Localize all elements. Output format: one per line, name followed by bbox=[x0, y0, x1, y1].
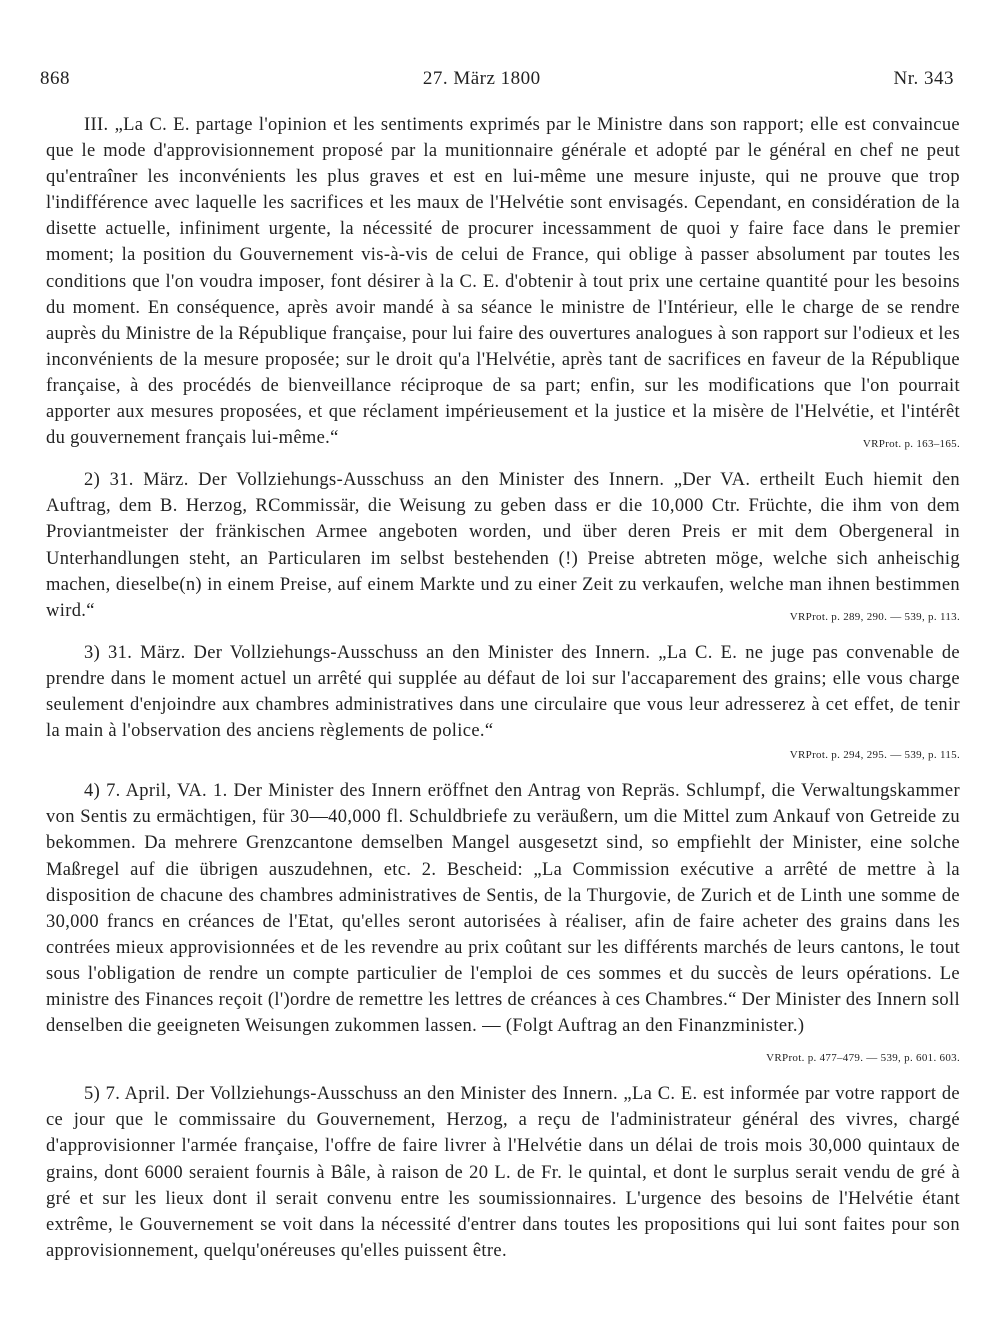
document-number: Nr. 343 bbox=[893, 68, 954, 89]
protocol-reference: VRProt. p. 477–479. — 539, p. 601. 603. bbox=[766, 1052, 960, 1065]
body-text bbox=[46, 112, 960, 1264]
paragraph-3-item bbox=[46, 640, 960, 768]
protocol-reference: VRProt. p. 163–165. bbox=[862, 438, 960, 451]
paragraph-2 bbox=[46, 467, 960, 630]
paragraph-3 bbox=[46, 112, 960, 457]
paragraph-5 bbox=[46, 1081, 960, 1264]
protocol-reference: VRProt. p. 294, 295. — 539, p. 115. bbox=[789, 749, 960, 762]
header-date: 27. März 1800 bbox=[422, 68, 541, 89]
paragraph-text: 4) 7. April, VA. 1. Der Minister des Innern eröffnet den Antrag von Repräs. Schlumpf, die Verwaltungskammer von Sentis zu ermächtigen, für 30—40,000 fl. Schuldbriefe zu veräußern, um die Mittel zum Ankauf von Getreide zu bekommen. Da mehrere Grenzcantone demselben Mangel ausgesetzt sind, so empfiehlt der Minister, eine solche Maßregel auf die übrigen auszudehnen, etc. 2. Bescheid: „La Commission exécutive a arrêté de mettre à la disposition de chacune des chambres administratives de Sentis, de la Thurgovie, de Zurich et de Linth une somme de 30,000 francs en créances de l'Etat, qu'elles seront autorisées à réaliser, afin de faire acheter des grains dans les contrées mieux approvisionnées et de les revendre au prix coûtant sur les différents marchés de leurs cantons, le tout sous l'obligation de rendre un compte particulier de l'emploi de ces sommes et du succès de leurs opérations. Le ministre des Finances reçoit (l')ordre de remettre les lettres de créances à ces Chambres.“ Der Minister des Innern soll denselben die geeigneten Weisungen zukommen lassen. — (Folgt Auftrag an den Finanzminister.) bbox=[46, 781, 960, 1037]
page-number: 868 bbox=[40, 68, 70, 89]
paragraph-text: III. „La C. E. partage l'opinion et les sentiments exprimés par le Ministre dans son rapport; elle est convaincue que le mode d'approvisionnement proposé par la munitionnaire générale et adopté par le général en chef ne peut qu'entraîner les inconvénients les plus graves et est en lui-même une mesure injuste, qui ne prouve que trop l'indifférence avec laquelle les sacrifices et les maux de l'Helvétie sont envisagés. Cependant, en considération de la disette actuelle, infiniment urgente, la nécessité de procurer incessamment de quoi y faire face dans le premier moment; la position du Gouvernement vis-à-vis de celui de France, qui oblige à passer absolument par toutes les conditions que l'on voudra imposer, font désirer à la C. E. d'obtenir à tout prix une certaine quantité pour les besoins du moment. En conséquence, après avoir mandé à sa séance le ministre de l'Intérieur, elle le charge de se rendre auprès du Ministre de la République française, pour lui faire des ouvertures analogues à son rapport sur l'odieux et les inconvénients de la mesure proposée; sur le droit qu'a l'Helvétie, après tant de sacrifices en faveur de la République française, à des procédés de bienveillance réciproque de sa part; enfin, sur les modifications que l'on pourrait apporter aux mesures proposées, et que réclament impérieusement et la justice et la misère de l'Helvétie, et l'intérêt du gouvernement français lui-même.“ bbox=[46, 115, 960, 449]
protocol-reference: VRProt. p. 289, 290. — 539, p. 113. bbox=[789, 610, 960, 623]
paragraph-text: 5) 7. April. Der Vollziehungs-Ausschuss an den Minister des Innern. „La C. E. est informée par votre rapport de ce jour que le commissaire du Gouvernement, Herzog, a reçu de l'administrateur général des vivres, chargé d'approvisionner l'armée française, l'offre de faire livrer à l'Helvétie dans un délai de trois mois 30,000 quintaux de grains, dont 6000 seraient fournis à Bâle, à raison de 20 L. de Fr. le quintal, et dont le surplus serait vendu de gré à gré et sur les lieux dont il serait convenu entre les soumissionnaires. L'urgence des besoins de l'Helvétie étant extrême, le Gouvernement se voit dans la nécessité d'entrer dans toutes les propositions qui lui sont faites pour son approvisionnement, quelqu'onéreuses qu'elles puissent être. bbox=[46, 1084, 960, 1261]
page-header bbox=[40, 68, 954, 90]
paragraph-text: 3) 31. März. Der Vollziehungs-Ausschuss an den Minister des Innern. „La C. E. ne juge pas convenable de prendre dans le moment actuel un arrêté qui supplée au défaut de loi sur l'accaparement des grains; elle vous charge seulement d'enjoindre aux chambres administratives dans une circulaire que vous leur adresserez à cet effet, de tenir la main à l'observation des anciens règlements de police.“ bbox=[46, 642, 960, 742]
paragraph-text: 2) 31. März. Der Vollziehungs-Ausschuss an den Minister des Innern. „Der VA. ertheilt Euch hiemit den Auftrag, dem B. Herzog, RCommissär, die Weisung zu geben dass er die 10,000 Ctr. Früchte, die ihm von dem Proviantmeister der fränkischen Armee angeboten worden, und über deren Preis er mit dem Obergeneral in Unterhandlungen steht, an Particularen im selbst bestehenden (!) Preise abtreten möge, welche sich anheischig machen, dieselbe(n) in einem Preise, auf einem Markte und zu einer Zeit zu verkaufen, welche man ihnen bestimmen wird.“ bbox=[46, 470, 960, 621]
paragraph-4 bbox=[46, 778, 960, 1071]
